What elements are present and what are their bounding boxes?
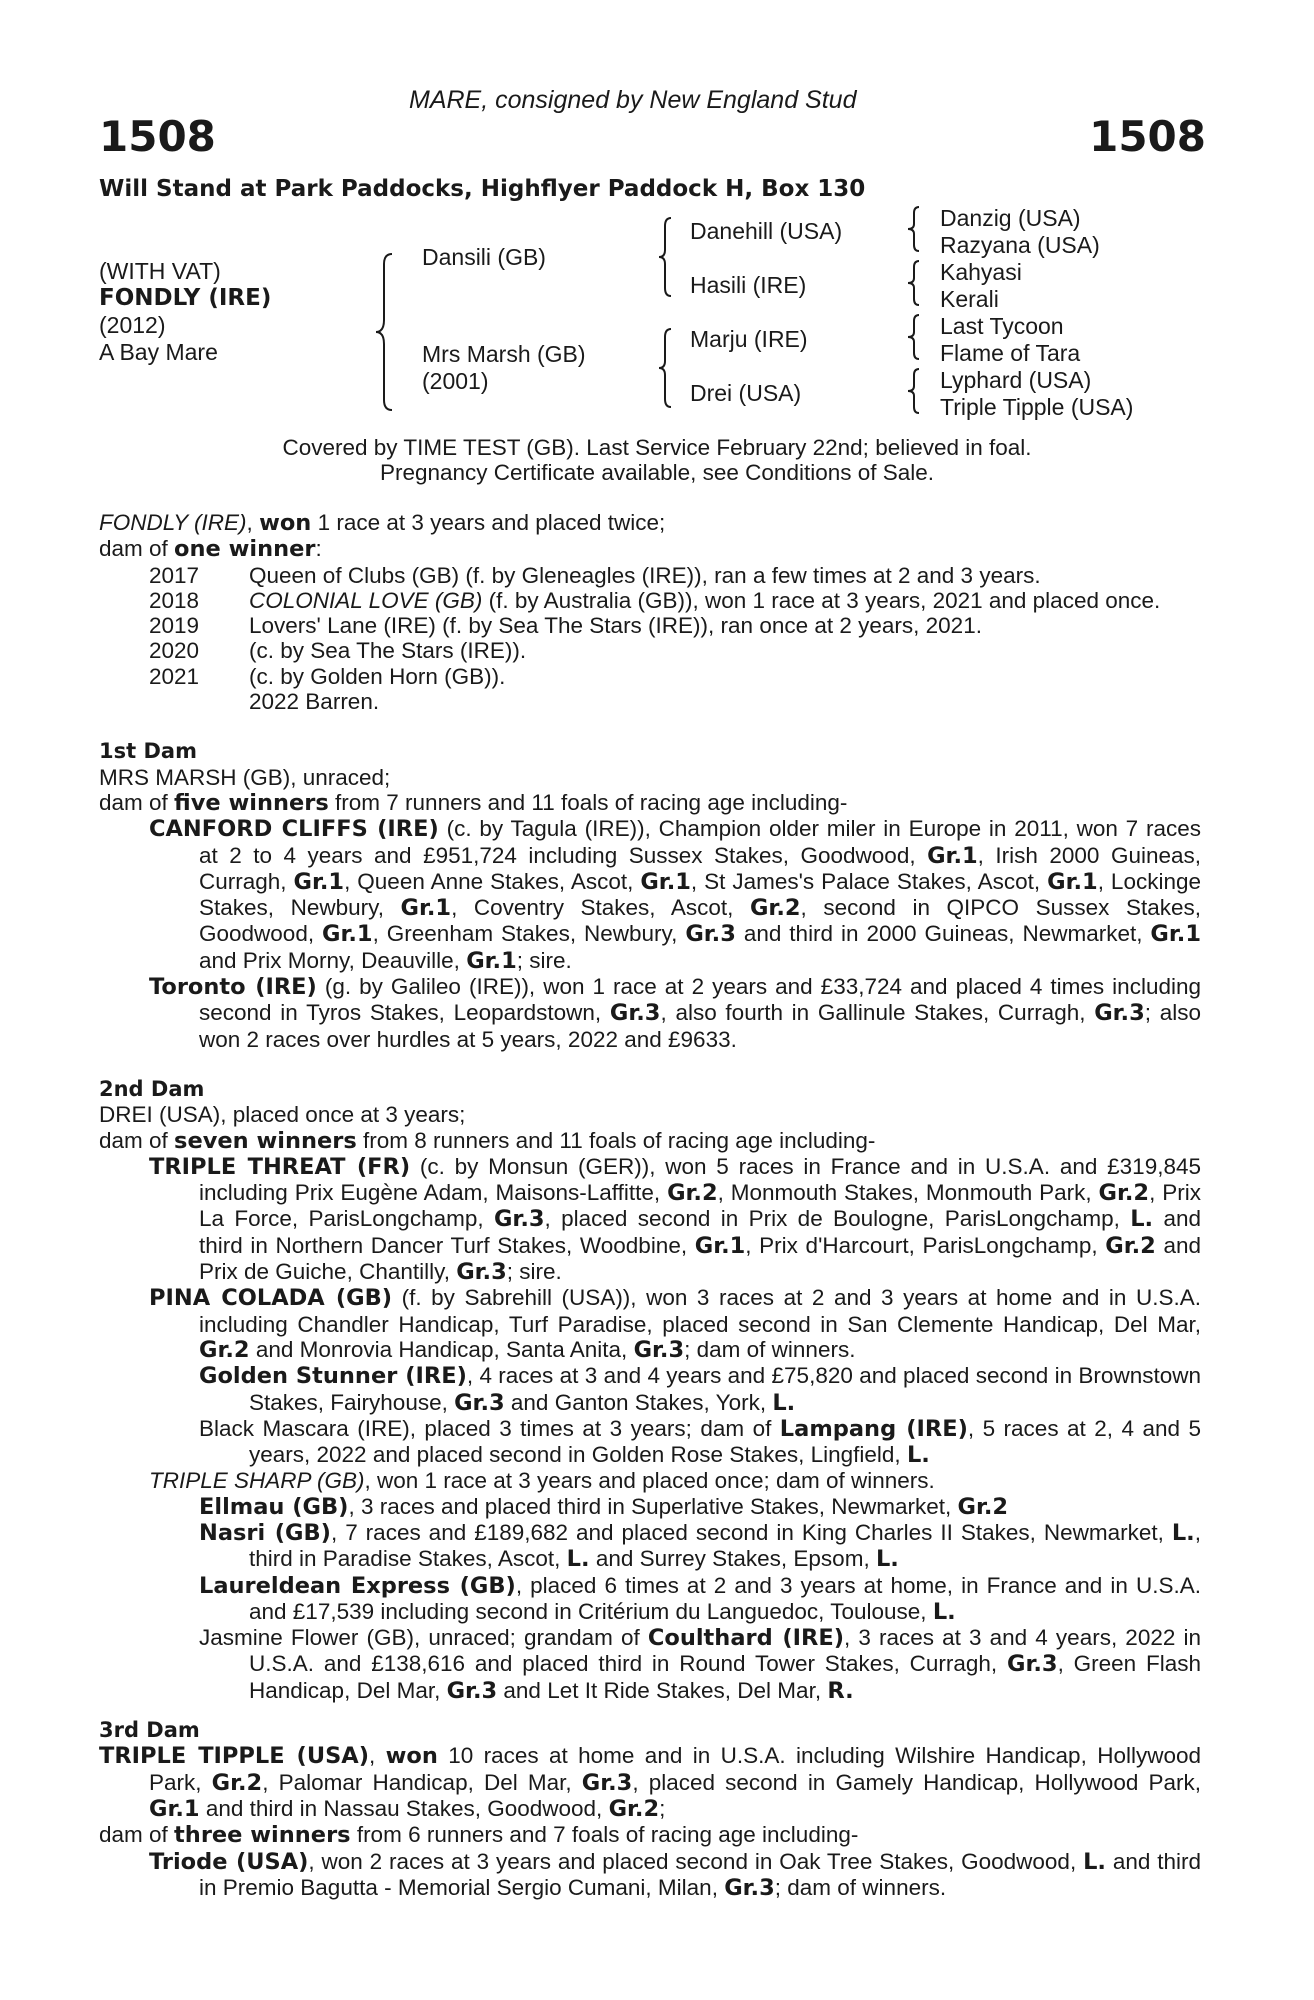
second-dam-summary: dam of seven winners from 8 runners and 11 foals of racing age including- — [99, 1127, 876, 1154]
consignor-line: MARE, consigned by New England Stud — [409, 86, 857, 114]
first-dam-summary: dam of five winners from 7 runners and 11 foals of racing age including- — [99, 789, 848, 816]
stand-location: Will Stand at Park Paddocks, Highflyer Paddock H, Box 130 — [99, 176, 866, 202]
dam-year: (2001) — [422, 368, 489, 394]
g3-dds: Lyphard (USA) — [940, 367, 1092, 393]
progeny-entry: TRIPLE THREAT (FR) (c. by Monsun (GER)), won 5 races in France and in U.S.A. and £319,845 including Prix Eugène Adam, Maisons-Laffitte, Gr.2, Monmouth Stakes, Monmouth Park, Gr.2, Prix La Force, ParisLongchamp, Gr.3, placed second in Prix de Boulogne, ParisLongchamp, L. and third in Northern Dancer Turf Stakes, Woodbine, Gr.1, Prix d'Harcourt, ParisLongchamp, Gr.2 and Prix de Guiche, Chantilly, Gr.3; sire. — [149, 1153, 1202, 1286]
progeny-entry: CANFORD CLIFFS (IRE) (c. by Tagula (IRE)), Champion older miler in Europe in 2011, won 7 races at 2 to 4 years and £951,724 including Sussex Stakes, Goodwood, Gr.1, Irish 2000 Guineas, Curragh, Gr.1, Queen Anne Stakes, Ascot, Gr.1, St James's Palace Stakes, Ascot, Gr.1, Lockinge Stakes, Newbury, Gr.1, Coventry Stakes, Ascot, Gr.2, second in QIPCO Sussex Stakes, Goodwood, Gr.1, Greenham Stakes, Newbury, Gr.3 and third in 2000 Guineas, Newmarket, Gr.1 and Prix Morny, Deauville, Gr.1; sire. — [149, 816, 1202, 974]
foal-row: 2018 COLONIAL LOVE (GB) (f. by Australia (GB)), won 1 race at 3 years, 2021 and placed once. — [149, 587, 1161, 613]
lot-number-left: 1508 — [99, 112, 216, 161]
g3-ddd: Triple Tipple (USA) — [940, 394, 1134, 420]
grand-progeny-entry: Golden Stunner (IRE), 4 races at 3 and 4 years and £75,820 and placed second in Brownstown Stakes, Fairyhouse, Gr.3 and Ganton Stakes, York, L. — [199, 1363, 1201, 1416]
third-dam-record: TRIPLE TIPPLE (USA), won 10 races at home and in U.S.A. including Wilshire Handicap, Hollywood Park, Gr.2, Palomar Handicap, Del Mar, Gr.3, placed second in Gamely Handicap, Hollywood Park, Gr.1 and third in Nassau Stakes, Goodwood, Gr.2; — [99, 1743, 1201, 1822]
catalogue-body — [99, 510, 1201, 1901]
brace-g3-3 — [906, 313, 924, 361]
g3-dss: Last Tycoon — [940, 313, 1064, 339]
dam-brace — [657, 327, 675, 409]
third-dam-heading: 3rd Dam — [99, 1718, 200, 1743]
progeny-entry: Toronto (IRE) (g. by Galileo (IRE)), won 1 race at 2 years and £33,724 and placed 4 times including second in Tyros Stakes, Leopardstown, Gr.3, also fourth in Gallinule Stakes, Curragh, Gr.3; also won 2 races over hurdles at 5 years, 2022 and £9633. — [149, 974, 1202, 1052]
progeny-entry: TRIPLE SHARP (GB), won 1 race at 3 years and placed once; dam of winners. — [149, 1468, 935, 1494]
vat-note: (WITH VAT) — [99, 258, 221, 284]
g3-ssd: Razyana (USA) — [940, 232, 1100, 258]
horse-name: FONDLY (IRE) — [99, 285, 272, 311]
grand-progeny-entry: Black Mascara (IRE), placed 3 times at 3 years; dam of Lampang (IRE), 5 races at 2, 4 and 5 years, 2022 and placed second in Golden Rose Stakes, Lingfield, L. — [199, 1415, 1201, 1469]
mare-produce-summary: dam of one winner: — [99, 536, 322, 563]
sire: Dansili (GB) — [422, 244, 546, 270]
first-dam-heading: 1st Dam — [99, 739, 197, 764]
dam-sire: Marju (IRE) — [690, 326, 808, 352]
dam-dam: Drei (USA) — [690, 380, 802, 406]
brace-g3-1 — [906, 205, 924, 253]
barren-note: 2022 Barren. — [249, 689, 380, 715]
sire-sire: Danehill (USA) — [690, 218, 843, 244]
second-dam-heading: 2nd Dam — [99, 1076, 205, 1101]
dam: Mrs Marsh (GB) — [422, 341, 586, 367]
foal-row: 2021 (c. by Golden Horn (GB)). — [149, 663, 506, 689]
grand-progeny-entry: Ellmau (GB), 3 races and placed third in Superlative Stakes, Newmarket, Gr.2 — [199, 1493, 1009, 1520]
progeny-entry: Triode (USA), won 2 races at 3 years and placed second in Oak Tree Stakes, Goodwood, L. and third in Premio Bagutta - Memorial Sergio Cumani, Milan, Gr.3; dam of winners. — [149, 1848, 1202, 1901]
first-dam-record: MRS MARSH (GB), unraced; — [99, 764, 391, 790]
grand-progeny-entry: Jasmine Flower (GB), unraced; grandam of Coulthard (IRE), 3 races at 3 and 4 years, 2022 in U.S.A. and £138,616 and placed third in Round Tower Stakes, Curragh, Gr.3, Green Flash Handicap, Del Mar, Gr.3 and Let It Ride Stakes, Del Mar, R. — [199, 1625, 1201, 1704]
horse-description: A Bay Mare — [99, 339, 218, 365]
g3-sss: Danzig (USA) — [940, 205, 1081, 231]
third-dam-summary: dam of three winners from 6 runners and 7 foals of racing age including- — [99, 1822, 859, 1849]
covering-line: Covered by TIME TEST (GB). Last Service February 22nd; believed in foal. — [282, 435, 1032, 460]
brace-g3-2 — [906, 259, 924, 307]
grand-progeny-entry: Nasri (GB), 7 races and £189,682 and placed second in King Charles II Stakes, Newmarket, L., third in Paradise Stakes, Ascot, L. and Surrey Stakes, Epsom, L. — [199, 1519, 1201, 1573]
grand-progeny-entry: Laureldean Express (GB), placed 6 times at 2 and 3 years at home, in France and in U.S.A. and £17,539 including second in Critérium du Languedoc, Toulouse, L. — [199, 1572, 1202, 1625]
horse-year: (2012) — [99, 312, 166, 338]
sire-dam: Hasili (IRE) — [690, 272, 807, 298]
foal-row: 2019 Lovers' Lane (IRE) (f. by Sea The Stars (IRE)), ran once at 2 years, 2021. — [149, 613, 982, 639]
brace-g3-4 — [906, 367, 924, 415]
mare-record: FONDLY (IRE), won 1 race at 3 years and placed twice; — [99, 510, 666, 536]
second-dam-record: DREI (USA), placed once at 3 years; — [99, 1102, 466, 1128]
foal-row: 2017 Queen of Clubs (GB) (f. by Gleneagles (IRE)), ran a few times at 2 and 3 years. — [149, 562, 1041, 588]
sire-brace — [657, 216, 675, 298]
g3-sdd: Kerali — [940, 286, 999, 312]
progeny-entry: PINA COLADA (GB) (f. by Sabrehill (USA)), won 3 races at 2 and 3 years at home and in U.S.A. including Chandler Handicap, Turf Paradise, placed second in San Clemente Handicap, Del Mar, Gr.2 and Monrovia Handicap, Santa Anita, Gr.3; dam of winners. — [149, 1285, 1201, 1363]
lot-number-right: 1508 — [1089, 112, 1206, 161]
g3-sds: Kahyasi — [940, 259, 1022, 285]
foal-row: 2020 (c. by Sea The Stars (IRE)). — [149, 638, 527, 664]
pregnancy-line: Pregnancy Certificate available, see Conditions of Sale. — [379, 460, 935, 485]
pedigree-brace-main — [372, 252, 398, 412]
g3-dsd: Flame of Tara — [940, 340, 1081, 366]
